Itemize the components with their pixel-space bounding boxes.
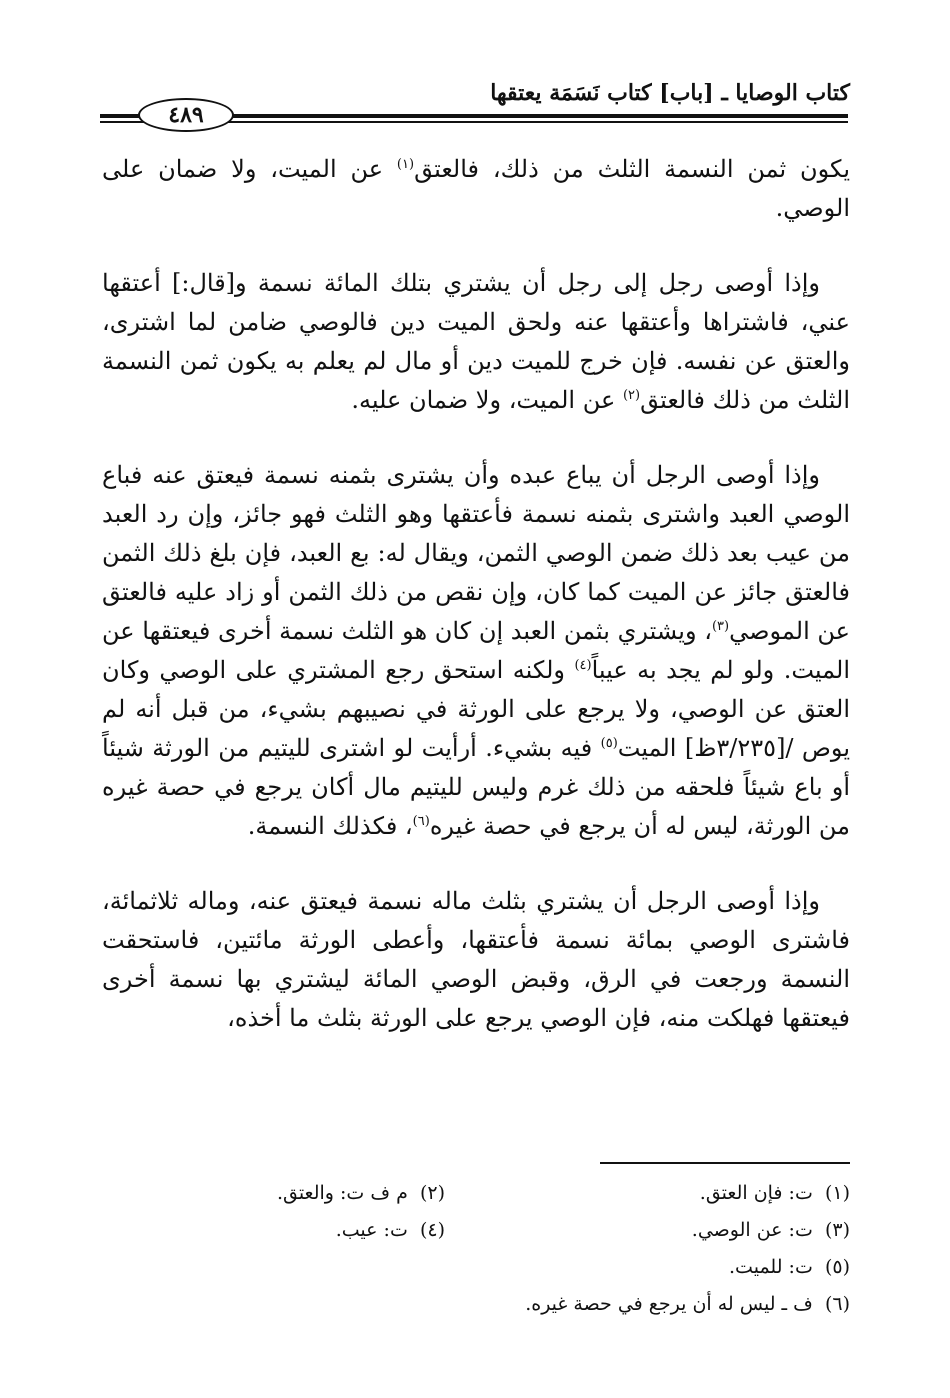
footnote-number: (٢) <box>419 1182 445 1204</box>
paragraph: وإذا أوصى الرجل أن يشتري بثلث ماله نسمة فيعتق عنه، وماله ثلاثمائة، فاشترى الوصي بمائة نسمة فأعتقها، وأعطى الورثة مائتين، فاستحقت النسمة ورجعت في الرق، وقبض الوصي المائة ليشتري بها نسمة أخرى فيعتقها فهلكت منه، فإن الوصي يرجع على الورثة بثلث ما أخذه، <box>102 887 850 1032</box>
running-header: كتاب الوصايا ـ [باب] كتاب نَسَمَة يعتقها <box>490 80 850 106</box>
footnote-text: ت: عيب. <box>335 1219 408 1241</box>
footnote-number: (٤) <box>419 1219 445 1241</box>
footnote-row <box>102 1249 850 1286</box>
footnote-text: ت: للميت. <box>729 1256 813 1278</box>
footnote-row <box>102 1175 850 1212</box>
footnotes <box>102 1175 850 1323</box>
footnote-item <box>700 1175 850 1212</box>
footnote-separator <box>600 1162 850 1164</box>
footnote-item <box>336 1212 445 1249</box>
footnote-number: (١) <box>824 1182 850 1204</box>
footnote-item <box>277 1175 445 1212</box>
body-text <box>102 150 850 1038</box>
paragraph: وإذا أوصى رجل إلى رجل أن يشتري بتلك المائة نسمة و[قال:] أعتقها عني، فاشتراها وأعتقها عنه ولحق الميت دين فالوصي ضامن لما اشترى، والعتق عن نفسه. فإن خرج للميت دين أو مال لم يعلم به يكون ثمن النسمة الثلث من ذلك فالعتق$^{(٢)}$ عن الميت، ولا ضمان عليه. <box>102 269 850 414</box>
footnote-text: ف ـ ليس له أن يرجع في حصة غيره. <box>525 1293 813 1315</box>
paragraph: وإذا أوصى الرجل أن يباع عبده وأن يشترى بثمنه نسمة فيعتق عنه فباع الوصي العبد واشترى بثمنه نسمة فأعتقها وهو الثلث فهو جائز، وإن رد العبد من عيب بعد ذلك ضمن الوصي الثمن، ويقال له: بع العبد، فإن بلغ ذلك الثمن فالعتق جائز عن الميت كما كان، وإن نقص من ذلك الثمن أو زاد عليه فالعتق عن الموصي$^{(٣)}$، ويشتري بثمن العبد إن كان هو الثلث نسمة أخرى فيعتقها عن الميت. ولو لم يجد به عيباً$^{(٤)}$ ولكنه استحق رجع المشتري على الوصي وكان العتق عن الوصي، ولا يرجع على الورثة في نصيبهم بشيء، من قبل أنه لم يوص /[٣/٢٣٥ظ] الميت$^{(٥)}$ فيه بشيء. أرأيت لو اشترى لليتيم من الورثة شيئاً أو باع شيئاً فلحقه من ذلك غرم وليس لليتيم مال أكان يرجع في حصة غيره من الورثة، ليس له أن يرجع في حصة غيره$^{(٦)}$، فكذلك النسمة. <box>102 461 851 840</box>
footnote-number: (٥) <box>824 1256 850 1278</box>
footnote-number: (٦) <box>824 1293 850 1315</box>
footnote-text: م ف ت: والعتق. <box>276 1182 408 1204</box>
footnote-row <box>102 1286 850 1323</box>
footnote-number: (٣) <box>824 1219 850 1241</box>
page-number: ٤٨٩ <box>138 98 234 132</box>
footnote-text: ت: عن الوصي. <box>691 1219 813 1241</box>
footnote-item <box>692 1212 850 1249</box>
footnote-item <box>525 1286 850 1323</box>
footnote-row <box>102 1212 850 1249</box>
footnote-item <box>729 1249 850 1286</box>
footnote-text: ت: فإن العتق. <box>699 1182 813 1204</box>
paragraph: يكون ثمن النسمة الثلث من ذلك، فالعتق$^{(١)}$ عن الميت، ولا ضمان على الوصي. <box>102 155 850 222</box>
